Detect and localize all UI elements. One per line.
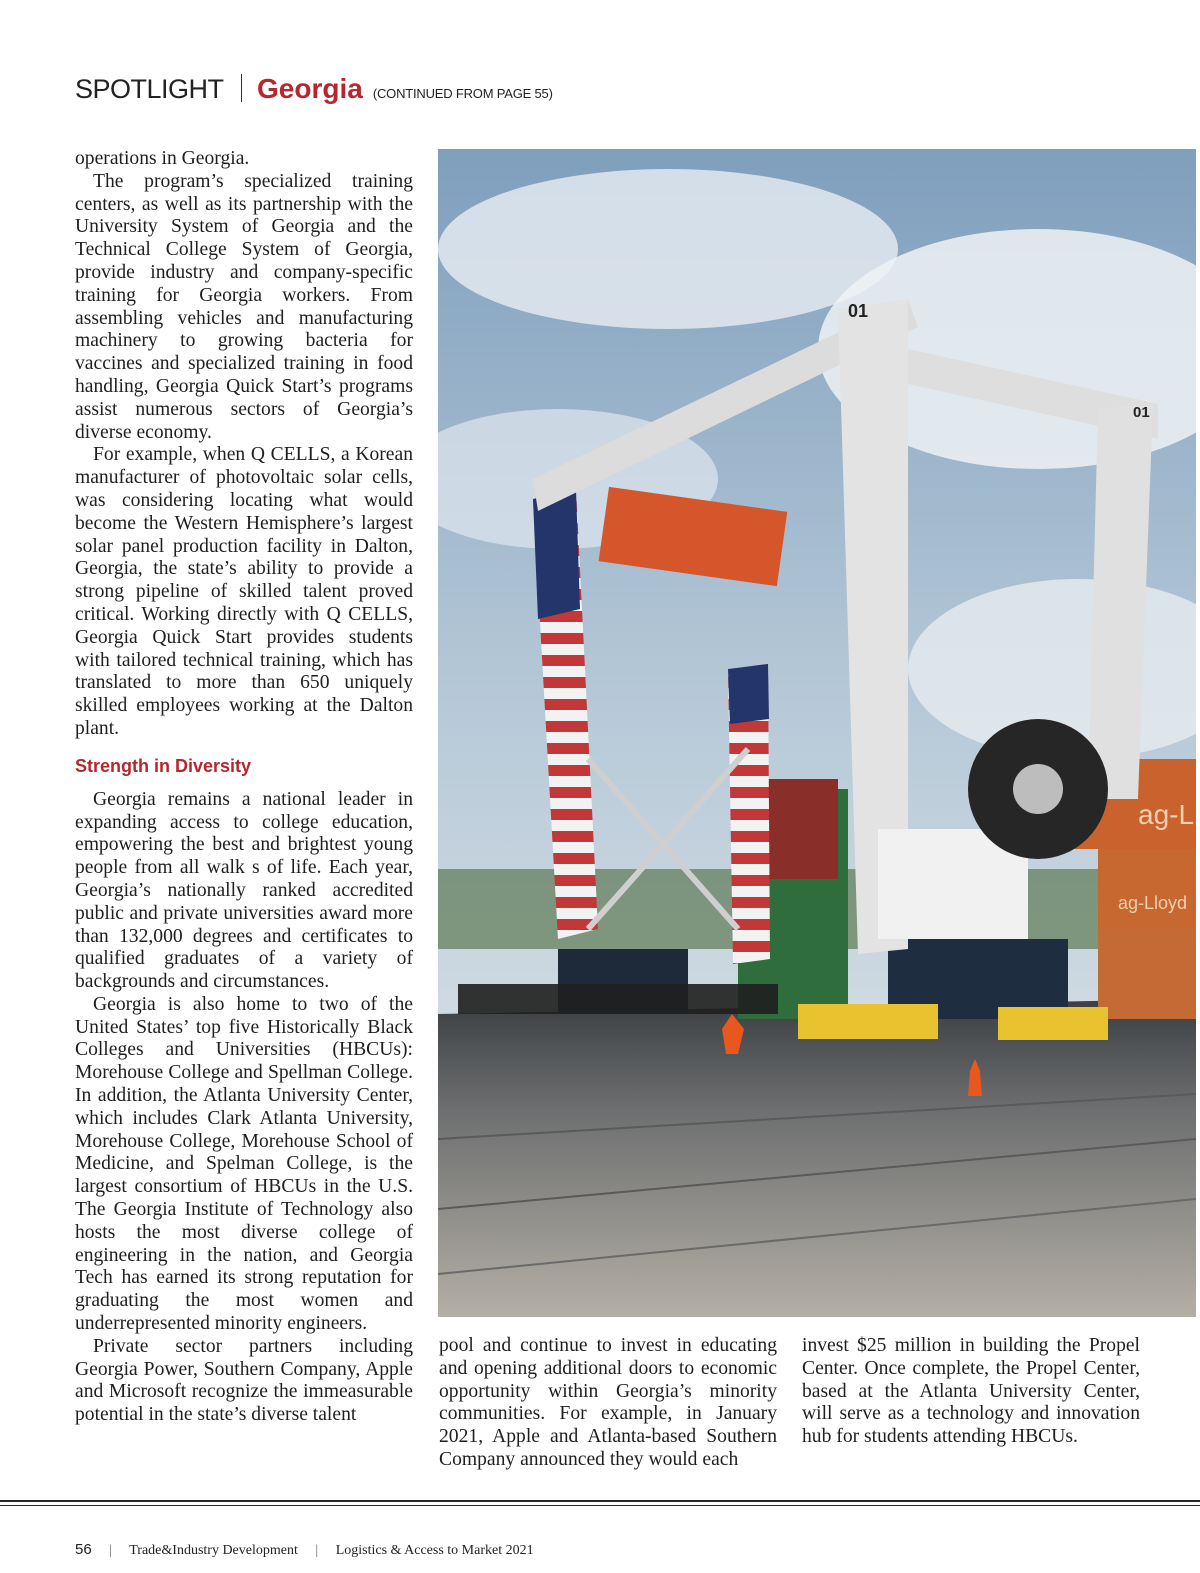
publication-name: Trade&Industry Development	[129, 1543, 298, 1558]
paragraph: Private sector partners including Georgia Power, Southern Company, Apple and Microsoft recognize the immeasurable potential in the state’s diverse talent	[75, 1335, 413, 1426]
article-column-1	[75, 148, 413, 1427]
section-label: SPOTLIGHT	[75, 74, 224, 104]
container-label: ag-L	[1138, 799, 1195, 830]
container-label: ag-Lloyd	[1118, 893, 1188, 913]
crane-number: 01	[1133, 404, 1150, 421]
header-divider	[241, 74, 243, 102]
paragraph: For example, when Q CELLS, a Korean manufacturer of photovoltaic solar cells, was considering locating what would become the Western Hemisphere’s largest solar panel production facility in Dalton, Georgia, the state’s ability to provide a strong pipeline of skilled talent proved critical. Working directly with Q CELLS, Georgia Quick Start provides students with tailored technical training, which has translated to more than 650 uniquely skilled employees working at the Dalton plant.	[75, 444, 413, 739]
footer-rule	[0, 1500, 1200, 1502]
page-number: 56	[75, 1541, 92, 1558]
page-header	[75, 70, 553, 110]
paragraph: pool and continue to invest in educating and opening additional doors to economic opportunity within Georgia’s minority communities. For example, in January 2021, Apple and Atlanta-based Southern Company announced they would each	[439, 1335, 777, 1470]
article-column-3	[802, 1335, 1140, 1449]
paragraph: invest $25 million in building the Propel Center. Once complete, the Propel Center, based at the Atlanta University Center, will serve as a technology and innovation hub for students attending HBCUs.	[802, 1335, 1140, 1448]
pavement	[438, 999, 1196, 1317]
article-column-2	[439, 1335, 777, 1472]
gantry-crane-photo	[438, 149, 1196, 1317]
footer-divider: |	[315, 1543, 319, 1558]
paragraph: Georgia is also home to two of the United States’ top five Historically Black Colleges and Universities (HBCUs): Morehouse College and Spellman College. In addition, the Atlanta University Center, which includes Clark Atlanta University, Morehouse College, Morehouse School of Medicine, and Spelman College, is the largest consortium of HBCUs in the U.S. The Georgia Institute of Technology also hosts the most diverse college of engineering in the nation, and Georgia Tech has earned its strong reputation for graduating the most women and underrepresented minority engineers.	[75, 993, 413, 1335]
footer-rule	[0, 1505, 1200, 1506]
paragraph: operations in Georgia.	[75, 148, 250, 169]
issue-name: Logistics & Access to Market 2021	[335, 1543, 534, 1558]
subheading: Strength in Diversity	[75, 755, 252, 776]
continued-note: (CONTINUED FROM PAGE 55)	[372, 86, 553, 101]
page-footer	[75, 1541, 534, 1559]
paragraph: The program’s specialized training centers, as well as its partnership with the University System of Georgia and the Technical College System of Georgia, provide industry and company-specific training for Georgia workers. From assembling vehicles and manufacturing machinery to growing bacteria for vaccines and specialized training in food handling, Georgia Quick Start’s programs assist numerous sectors of Georgia’s diverse economy.	[75, 170, 413, 443]
state-title: Georgia	[257, 73, 363, 104]
footer-divider: |	[109, 1543, 112, 1558]
crane-number: 01	[848, 301, 869, 321]
paragraph: Georgia remains a national leader in expanding access to college education, empowering the best and brightest young people from all walk s of life. Each year, Georgia’s nationally ranked accredited public and private universities award more than 132,000 degrees and certificates to qualified graduates of a variety of backgrounds and circumstances.	[75, 788, 413, 993]
